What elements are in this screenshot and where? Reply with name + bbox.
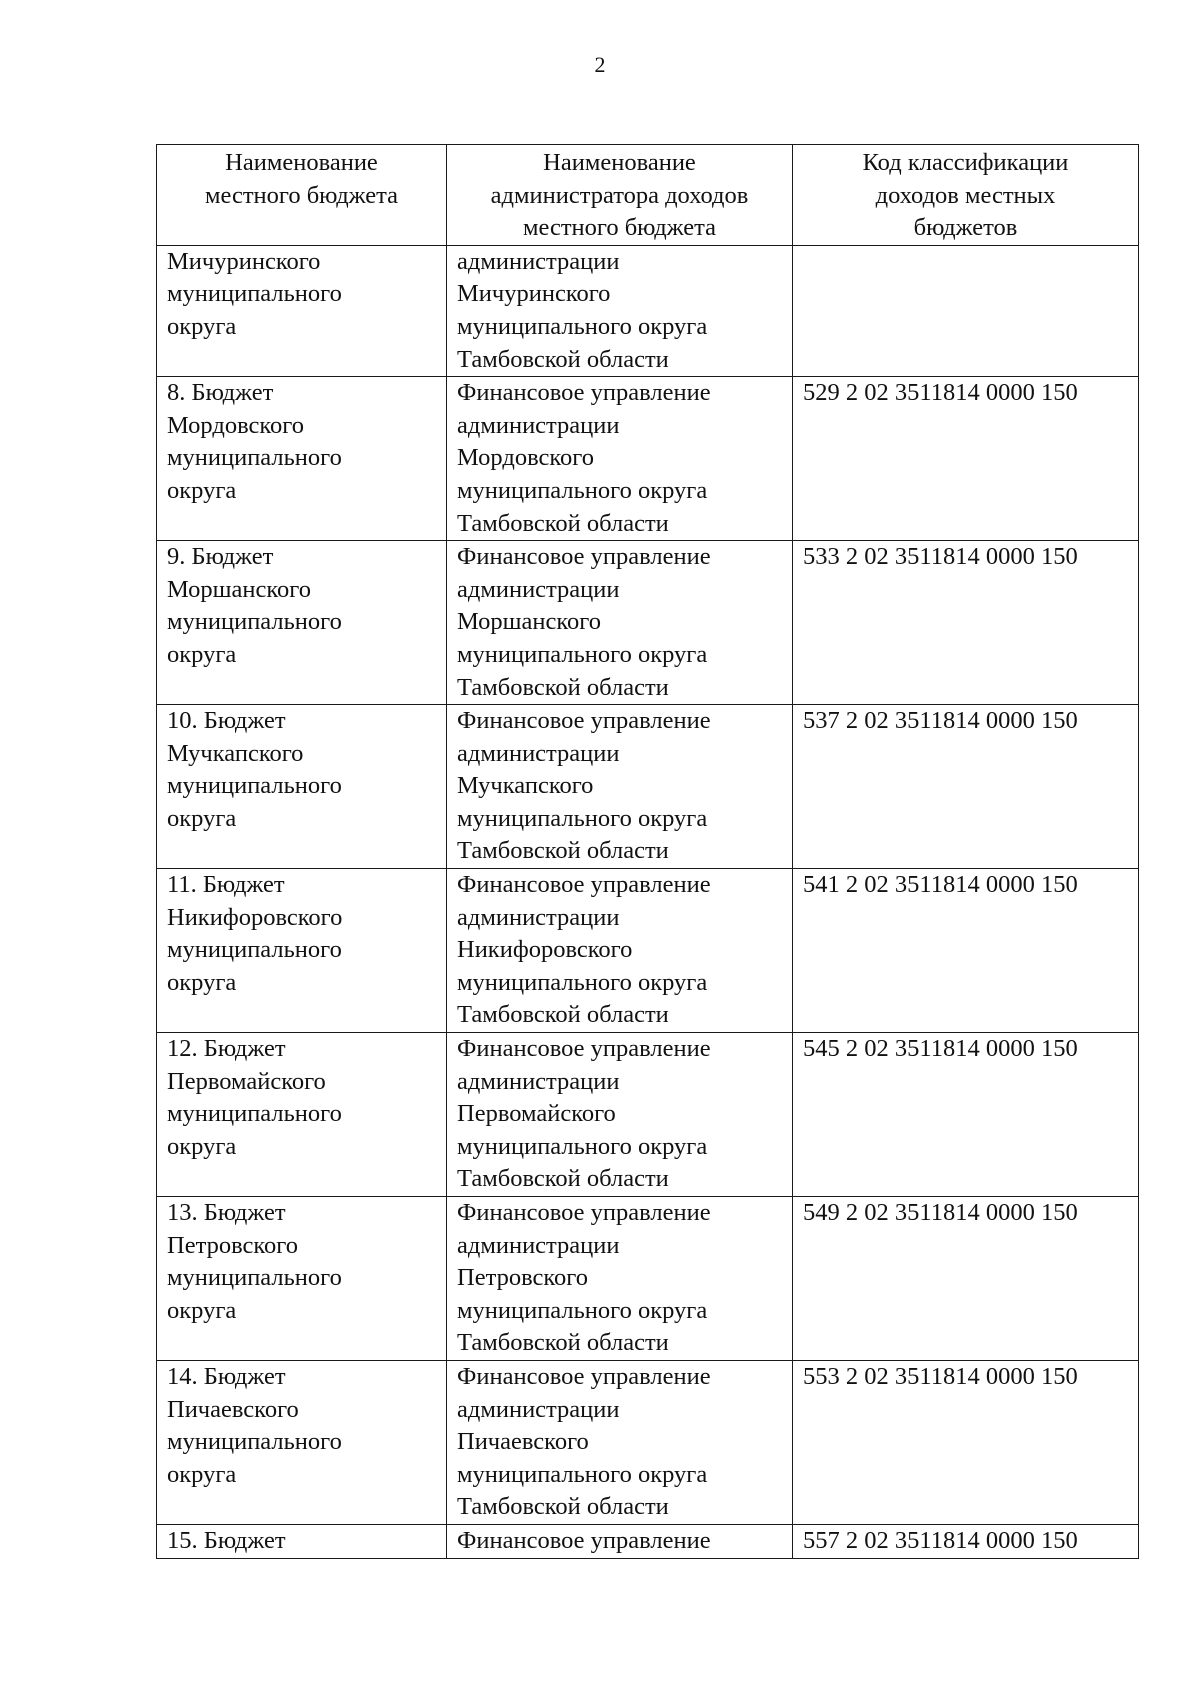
administrator-cell: Финансовое управление администрации Никифоровского муниципального округа Тамбовской области <box>447 869 793 1033</box>
budget-name-cell: 13. Бюджет Петровского муниципального округа <box>157 1197 447 1361</box>
budget-revenue-table <box>156 144 1139 1559</box>
page-number: 2 <box>594 52 606 77</box>
budget-name-cell: Мичуринского муниципального округа <box>157 245 447 376</box>
administrator-cell: Финансовое управление администрации Петровского муниципального округа Тамбовской области <box>447 1197 793 1361</box>
code-cell: 553 2 02 3511814 0000 150 <box>793 1360 1139 1524</box>
table-row <box>157 1033 1139 1197</box>
code-cell: 549 2 02 3511814 0000 150 <box>793 1197 1139 1361</box>
code-cell <box>793 245 1139 376</box>
code-cell: 545 2 02 3511814 0000 150 <box>793 1033 1139 1197</box>
header-administrator-name: Наименование администратора доходов местного бюджета <box>447 145 793 246</box>
header-budget-name: Наименование местного бюджета <box>157 145 447 246</box>
code-cell: 533 2 02 3511814 0000 150 <box>793 541 1139 705</box>
table-row <box>157 245 1139 376</box>
budget-name-cell: 14. Бюджет Пичаевского муниципального округа <box>157 1360 447 1524</box>
administrator-cell: Финансовое управление администрации Мордовского муниципального округа Тамбовской области <box>447 377 793 541</box>
code-cell: 529 2 02 3511814 0000 150 <box>793 377 1139 541</box>
budget-name-cell: 15. Бюджет <box>157 1524 447 1558</box>
administrator-cell: Финансовое управление администрации Первомайского муниципального округа Тамбовской области <box>447 1033 793 1197</box>
budget-name-cell: 8. Бюджет Мордовского муниципального округа <box>157 377 447 541</box>
administrator-cell: администрации Мичуринского муниципального округа Тамбовской области <box>447 245 793 376</box>
table-row <box>157 1197 1139 1361</box>
code-cell: 537 2 02 3511814 0000 150 <box>793 705 1139 869</box>
code-cell: 541 2 02 3511814 0000 150 <box>793 869 1139 1033</box>
budget-name-cell: 11. Бюджет Никифоровского муниципального округа <box>157 869 447 1033</box>
table-header-row <box>157 145 1139 246</box>
table-row <box>157 1524 1139 1558</box>
administrator-cell: Финансовое управление администрации Моршанского муниципального округа Тамбовской области <box>447 541 793 705</box>
table-row <box>157 1360 1139 1524</box>
budget-name-cell: 10. Бюджет Мучкапского муниципального округа <box>157 705 447 869</box>
table-row <box>157 541 1139 705</box>
budget-name-cell: 12. Бюджет Первомайского муниципального округа <box>157 1033 447 1197</box>
table-row <box>157 869 1139 1033</box>
table-row <box>157 377 1139 541</box>
administrator-cell: Финансовое управление <box>447 1524 793 1558</box>
administrator-cell: Финансовое управление администрации Пичаевского муниципального округа Тамбовской области <box>447 1360 793 1524</box>
administrator-cell: Финансовое управление администрации Мучкапского муниципального округа Тамбовской области <box>447 705 793 869</box>
table-row <box>157 705 1139 869</box>
header-classification-code: Код классификации доходов местных бюджетов <box>793 145 1139 246</box>
budget-name-cell: 9. Бюджет Моршанского муниципального округа <box>157 541 447 705</box>
code-cell: 557 2 02 3511814 0000 150 <box>793 1524 1139 1558</box>
